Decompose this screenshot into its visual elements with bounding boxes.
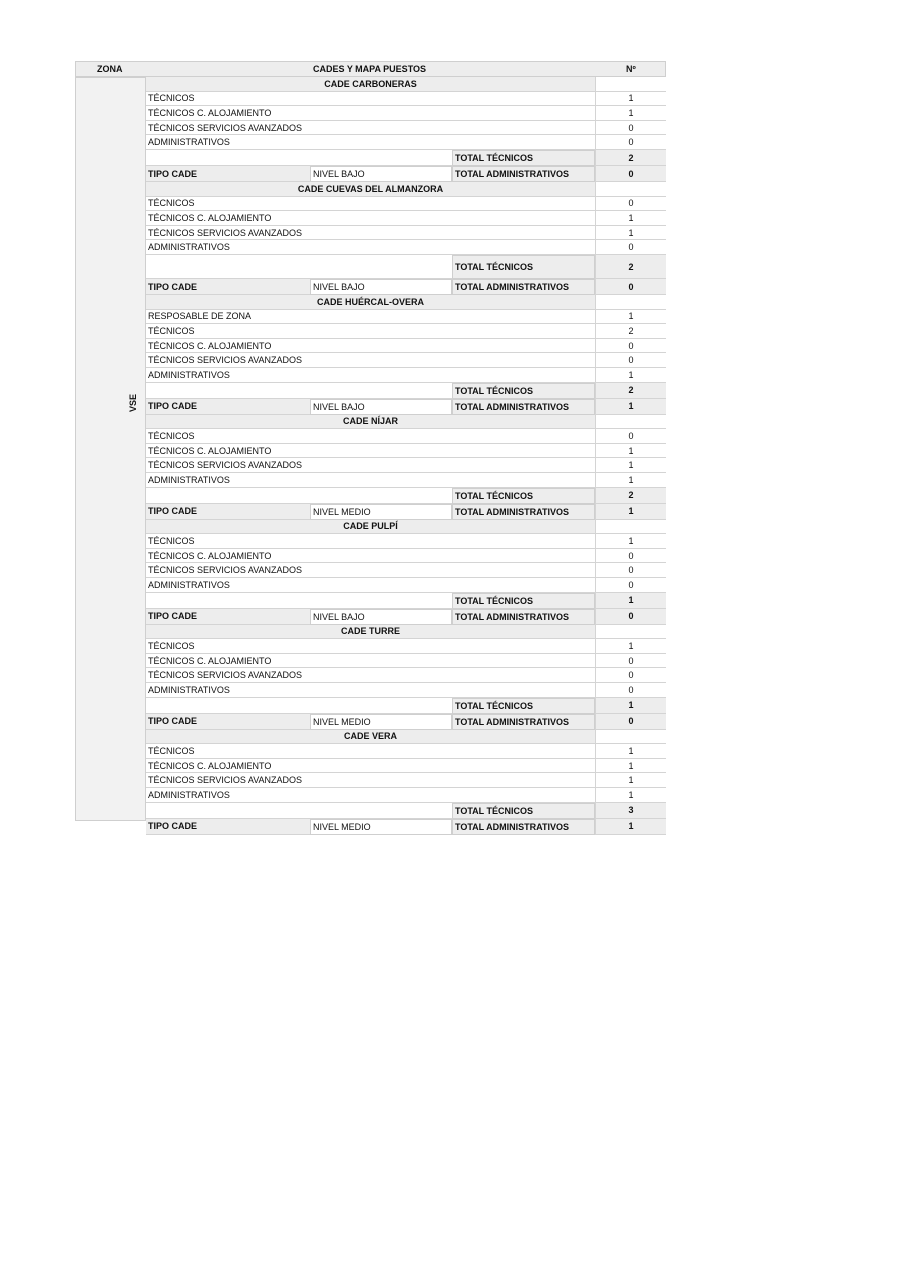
tec-aloj-label: TÉCNICOS C. ALOJAMIENTO	[146, 549, 595, 564]
total-tecnicos-label: TOTAL TÉCNICOS	[452, 150, 595, 166]
tecnicos-row	[146, 197, 666, 212]
cade-title-num	[595, 415, 666, 430]
admin-row	[146, 240, 666, 255]
admin-value: 1	[595, 788, 666, 803]
tec-serv-value: 0	[595, 668, 666, 683]
admin-label: ADMINISTRATIVOS	[146, 473, 595, 488]
responsable-value: 1	[595, 310, 666, 325]
tipo-cade-row	[146, 166, 666, 182]
tec-serv-label: TÉCNICOS SERVICIOS AVANZADOS	[146, 353, 595, 368]
cade-title-row	[146, 520, 666, 535]
tecnicos-label: TÉCNICOS	[146, 197, 595, 212]
total-tecnicos-label: TOTAL TÉCNICOS	[452, 383, 595, 399]
tec-aloj-label: TÉCNICOS C. ALOJAMIENTO	[146, 106, 595, 121]
tec-serv-row	[146, 121, 666, 136]
tec-serv-value: 0	[595, 353, 666, 368]
table-header	[75, 61, 666, 77]
tecnicos-value: 1	[595, 744, 666, 759]
cade-title-row	[146, 295, 666, 310]
blank-cell	[146, 698, 452, 714]
total-admin-label: TOTAL ADMINISTRATIVOS	[452, 819, 595, 835]
tec-serv-row	[146, 668, 666, 683]
tec-serv-label: TÉCNICOS SERVICIOS AVANZADOS	[146, 773, 595, 788]
tecnicos-row	[146, 92, 666, 107]
header-num: Nº	[626, 64, 636, 74]
tec-aloj-label: TÉCNICOS C. ALOJAMIENTO	[146, 339, 595, 354]
cade-title-row	[146, 730, 666, 745]
admin-value: 0	[595, 135, 666, 150]
tec-aloj-value: 1	[595, 759, 666, 774]
total-tecnicos-value: 1	[595, 698, 666, 714]
admin-label: ADMINISTRATIVOS	[146, 368, 595, 383]
total-tecnicos-row	[146, 488, 666, 504]
cade-title-row	[146, 77, 666, 92]
total-admin-value: 0	[595, 279, 666, 295]
tecnicos-label: TÉCNICOS	[146, 429, 595, 444]
cade-title-row	[146, 415, 666, 430]
admin-row	[146, 683, 666, 698]
tec-aloj-label: TÉCNICOS C. ALOJAMIENTO	[146, 654, 595, 669]
total-tecnicos-value: 2	[595, 383, 666, 399]
tipo-cade-label: TIPO CADE	[146, 714, 310, 730]
total-admin-label: TOTAL ADMINISTRATIVOS	[452, 504, 595, 520]
admin-value: 0	[595, 683, 666, 698]
total-tecnicos-row	[146, 803, 666, 819]
tec-serv-row	[146, 226, 666, 241]
total-tecnicos-row	[146, 593, 666, 609]
header-cades: CADES Y MAPA PUESTOS	[313, 64, 427, 74]
tipo-cade-label: TIPO CADE	[146, 166, 310, 182]
tecnicos-row	[146, 429, 666, 444]
tec-serv-label: TÉCNICOS SERVICIOS AVANZADOS	[146, 226, 595, 241]
cade-title-row	[146, 182, 666, 197]
tecnicos-label: TÉCNICOS	[146, 324, 595, 339]
tipo-cade-label: TIPO CADE	[146, 819, 310, 835]
tec-aloj-row	[146, 549, 666, 564]
admin-value: 1	[595, 473, 666, 488]
tec-aloj-row	[146, 211, 666, 226]
tecnicos-value: 1	[595, 639, 666, 654]
admin-value: 0	[595, 240, 666, 255]
cade-title: CADE HUÉRCAL-OVERA	[146, 295, 595, 310]
admin-label: ADMINISTRATIVOS	[146, 578, 595, 593]
total-tecnicos-value: 2	[595, 150, 666, 166]
tecnicos-row	[146, 534, 666, 549]
admin-label: ADMINISTRATIVOS	[146, 683, 595, 698]
tecnicos-value: 0	[595, 429, 666, 444]
tecnicos-label: TÉCNICOS	[146, 639, 595, 654]
tec-aloj-label: TÉCNICOS C. ALOJAMIENTO	[146, 211, 595, 226]
total-admin-label: TOTAL ADMINISTRATIVOS	[452, 166, 595, 182]
tec-serv-row	[146, 773, 666, 788]
admin-label: ADMINISTRATIVOS	[146, 788, 595, 803]
tecnicos-label: TÉCNICOS	[146, 744, 595, 759]
total-admin-value: 0	[595, 166, 666, 182]
cade-title-row	[146, 625, 666, 640]
admin-label: ADMINISTRATIVOS	[146, 240, 595, 255]
tecnicos-label: TÉCNICOS	[146, 92, 595, 107]
total-tecnicos-label: TOTAL TÉCNICOS	[452, 593, 595, 609]
tecnicos-value: 1	[595, 534, 666, 549]
tec-serv-label: TÉCNICOS SERVICIOS AVANZADOS	[146, 458, 595, 473]
tec-aloj-row	[146, 654, 666, 669]
header-zona: ZONA	[97, 64, 123, 74]
tecnicos-value: 1	[595, 92, 666, 107]
tec-serv-row	[146, 353, 666, 368]
total-tecnicos-value: 2	[595, 255, 666, 279]
cade-title-num	[595, 730, 666, 745]
total-admin-label: TOTAL ADMINISTRATIVOS	[452, 399, 595, 415]
responsable-row	[146, 310, 666, 325]
tipo-cade-nivel: NIVEL MEDIO	[310, 504, 452, 520]
total-tecnicos-label: TOTAL TÉCNICOS	[452, 803, 595, 819]
tecnicos-row	[146, 744, 666, 759]
tec-serv-row	[146, 458, 666, 473]
admin-row	[146, 578, 666, 593]
tecnicos-row	[146, 324, 666, 339]
total-tecnicos-row	[146, 698, 666, 714]
tec-aloj-value: 1	[595, 211, 666, 226]
total-tecnicos-label: TOTAL TÉCNICOS	[452, 488, 595, 504]
tipo-cade-label: TIPO CADE	[146, 279, 310, 295]
admin-row	[146, 368, 666, 383]
total-tecnicos-row	[146, 383, 666, 399]
blank-cell	[146, 593, 452, 609]
tec-serv-label: TÉCNICOS SERVICIOS AVANZADOS	[146, 563, 595, 578]
tec-serv-value: 0	[595, 563, 666, 578]
cade-title-num	[595, 295, 666, 310]
tec-aloj-row	[146, 444, 666, 459]
tipo-cade-nivel: NIVEL MEDIO	[310, 819, 452, 835]
tec-aloj-value: 0	[595, 654, 666, 669]
admin-row	[146, 473, 666, 488]
tecnicos-value: 2	[595, 324, 666, 339]
tipo-cade-row	[146, 279, 666, 295]
tipo-cade-nivel: NIVEL MEDIO	[310, 714, 452, 730]
cade-title-num	[595, 625, 666, 640]
total-admin-value: 1	[595, 819, 666, 835]
tipo-cade-row	[146, 504, 666, 520]
tec-aloj-label: TÉCNICOS C. ALOJAMIENTO	[146, 759, 595, 774]
tecnicos-label: TÉCNICOS	[146, 534, 595, 549]
tec-aloj-value: 1	[595, 106, 666, 121]
tec-aloj-value: 0	[595, 339, 666, 354]
cade-title-num	[595, 182, 666, 197]
total-admin-value: 1	[595, 504, 666, 520]
cade-title-num	[595, 520, 666, 535]
admin-value: 1	[595, 368, 666, 383]
total-tecnicos-label: TOTAL TÉCNICOS	[452, 255, 595, 279]
tipo-cade-row	[146, 399, 666, 415]
cade-title: CADE VERA	[146, 730, 595, 745]
total-tecnicos-row	[146, 255, 666, 279]
tipo-cade-row	[146, 714, 666, 730]
tec-aloj-value: 0	[595, 549, 666, 564]
cade-title: CADE PULPÍ	[146, 520, 595, 535]
blank-cell	[146, 383, 452, 399]
tipo-cade-nivel: NIVEL BAJO	[310, 609, 452, 625]
tecnicos-row	[146, 639, 666, 654]
tipo-cade-row	[146, 609, 666, 625]
total-tecnicos-label: TOTAL TÉCNICOS	[452, 698, 595, 714]
cade-title: CADE NÍJAR	[146, 415, 595, 430]
admin-row	[146, 135, 666, 150]
cade-title: CADE TURRE	[146, 625, 595, 640]
total-admin-label: TOTAL ADMINISTRATIVOS	[452, 279, 595, 295]
tec-aloj-row	[146, 106, 666, 121]
cade-title: CADE CUEVAS DEL ALMANZORA	[146, 182, 595, 197]
tipo-cade-nivel: NIVEL BAJO	[310, 166, 452, 182]
tipo-cade-nivel: NIVEL BAJO	[310, 279, 452, 295]
tipo-cade-label: TIPO CADE	[146, 399, 310, 415]
cade-title: CADE CARBONERAS	[146, 77, 595, 92]
total-tecnicos-row	[146, 150, 666, 166]
cade-title-num	[595, 77, 666, 92]
zona-value: VSE	[128, 394, 138, 413]
tec-serv-row	[146, 563, 666, 578]
tec-serv-value: 1	[595, 226, 666, 241]
tecnicos-value: 0	[595, 197, 666, 212]
blank-cell	[146, 255, 452, 279]
tipo-cade-row	[146, 819, 666, 835]
total-admin-value: 0	[595, 714, 666, 730]
tec-serv-label: TÉCNICOS SERVICIOS AVANZADOS	[146, 121, 595, 136]
zona-column	[75, 77, 146, 821]
total-admin-value: 0	[595, 609, 666, 625]
tec-aloj-row	[146, 339, 666, 354]
tec-serv-value: 1	[595, 773, 666, 788]
total-admin-value: 1	[595, 399, 666, 415]
tec-aloj-label: TÉCNICOS C. ALOJAMIENTO	[146, 444, 595, 459]
tec-aloj-row	[146, 759, 666, 774]
total-admin-label: TOTAL ADMINISTRATIVOS	[452, 714, 595, 730]
total-admin-label: TOTAL ADMINISTRATIVOS	[452, 609, 595, 625]
tipo-cade-nivel: NIVEL BAJO	[310, 399, 452, 415]
tec-aloj-value: 1	[595, 444, 666, 459]
total-tecnicos-value: 3	[595, 803, 666, 819]
blank-cell	[146, 150, 452, 166]
tec-serv-value: 1	[595, 458, 666, 473]
tec-serv-value: 0	[595, 121, 666, 136]
tipo-cade-label: TIPO CADE	[146, 609, 310, 625]
admin-label: ADMINISTRATIVOS	[146, 135, 595, 150]
responsable-label: RESPOSABLE DE ZONA	[146, 310, 595, 325]
admin-value: 0	[595, 578, 666, 593]
tipo-cade-label: TIPO CADE	[146, 504, 310, 520]
admin-row	[146, 788, 666, 803]
blank-cell	[146, 803, 452, 819]
total-tecnicos-value: 1	[595, 593, 666, 609]
tec-serv-label: TÉCNICOS SERVICIOS AVANZADOS	[146, 668, 595, 683]
blank-cell	[146, 488, 452, 504]
total-tecnicos-value: 2	[595, 488, 666, 504]
